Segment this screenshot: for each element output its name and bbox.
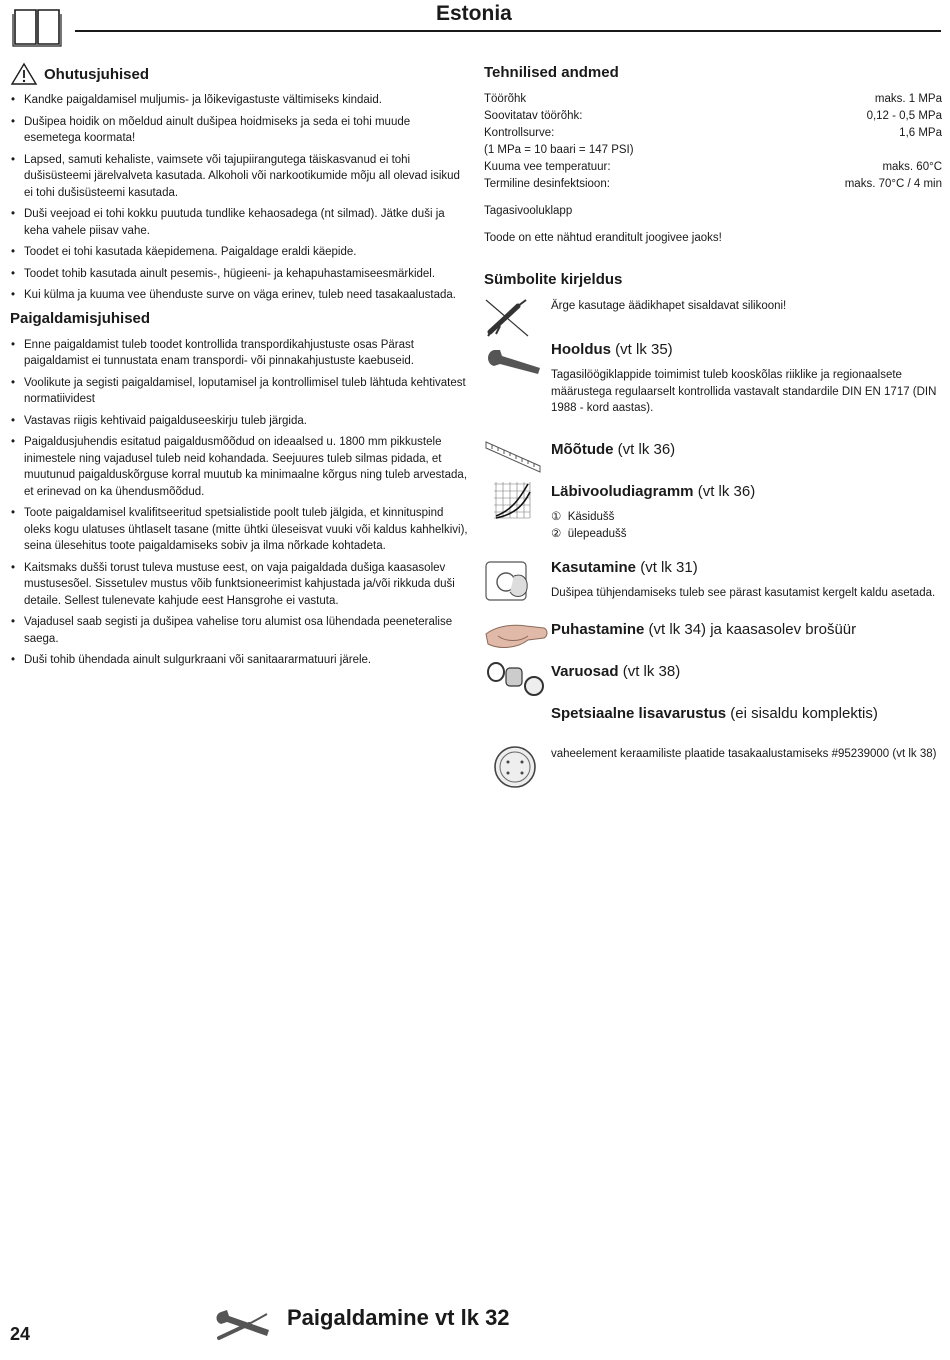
special-header xyxy=(551,704,943,723)
list-item: • Duši tohib ühendada ainult sulgurkraani või sanitaararmatuuri järele. xyxy=(10,652,470,669)
tech-value: maks. 1 MPa xyxy=(874,93,942,105)
legend-number: ② xyxy=(551,527,562,540)
table-row xyxy=(484,159,942,176)
list-item: • Kandke paigaldamisel muljumis- ja lõikevigastuste vältimiseks kindaid. xyxy=(10,92,470,109)
spare-parts-icon xyxy=(486,658,544,700)
tech-label: Termiline desinfektsioon: xyxy=(484,178,610,190)
parts-block xyxy=(551,662,943,681)
drinking-water-note: Toode on ette nähtud eranditult joogivee jaoks! xyxy=(484,232,722,244)
flow-block xyxy=(551,482,943,542)
tech-label: Kontrollsurve: xyxy=(484,127,555,139)
tech-value: 0,12 - 0,5 MPa xyxy=(866,110,942,122)
page-number: 24 xyxy=(10,1324,31,1344)
list-item: • Vajadusel saab segisti ja dušipea vahelise toru alumist osa lühendada peeneteralise saega. xyxy=(10,614,470,647)
special-ref: (ei sisaldu komplektis) xyxy=(730,705,878,722)
flow-title: Läbivooludiagramm xyxy=(551,483,694,500)
tools-icon xyxy=(215,1306,275,1342)
care-text: Tagasilöögiklappide toimimist tuleb kooskõlas riiklike ja regionaalsete määrustega regulaarselt kontrollida vastavalt standardile DIN EN 1717 (DIN 1988 - kord aastas). xyxy=(551,369,937,414)
ruler-icon xyxy=(484,440,542,474)
tech-value: 1,6 MPa xyxy=(899,127,942,139)
legend-number: ① xyxy=(551,511,562,523)
right-column xyxy=(484,62,942,802)
table-row xyxy=(484,91,942,108)
clean-ref: (vt lk 34) ja kaasasolev brošüür xyxy=(648,621,857,638)
list-item: • Enne paigaldamist tuleb toodet kontrollida transpordikahjustuste osas Pärast paigaldamist ei tunnustata enam transpordi- või pinnakahjustuste kaebuseid. xyxy=(10,337,470,370)
tech-value: maks. 70°C / 4 min xyxy=(844,178,942,190)
table-row xyxy=(484,142,942,159)
symbols-title: Sümbolite kirjeldus xyxy=(484,271,623,288)
list-item: • Voolikute ja segisti paigaldamisel, loputamisel ja kontrollimisel tuleb lähtuda kehtivatest normatiividest xyxy=(10,375,470,408)
list-item: • Lapsed, samuti kehaliste, vaimsete või tajupiirangutega täiskasvanud ei tohi dušisüsteemi järelvalveta kasutada. Alkoholi või narkootikumide mõju all olevad isikud ei tohi dušisüsteemi kasutada. xyxy=(10,152,470,202)
tech-label: Töörõhk xyxy=(484,93,527,105)
cleaning-hand-icon xyxy=(484,618,550,654)
legend-label: Käsidušš xyxy=(567,511,615,523)
dims-ref: (vt lk 36) xyxy=(617,441,676,458)
table-row xyxy=(484,176,942,193)
list-item: • Kaitsmaks dušši torust tuleva mustuse eest, on vaja paigaldada dušiga kaasasolev mustusesõel. Sissetulev mustus võib funktsioneerimist kahjustada ja/või rikkuda duši detaile. Sellest tulenevate kahjude eest Hansgrohe ei vastuta. xyxy=(10,560,470,610)
tech-value xyxy=(762,142,942,159)
spacer-disc-icon xyxy=(492,744,538,790)
dims-title: Mõõtude xyxy=(551,441,614,458)
safety-list xyxy=(10,92,470,304)
care-ref: (vt lk 35) xyxy=(615,341,673,358)
flow-ref: (vt lk 36) xyxy=(697,483,756,500)
left-column xyxy=(10,62,470,674)
page-title: Estonia xyxy=(436,2,512,25)
manual-book-icon xyxy=(12,7,62,47)
special-text: vaheelement keraamiliste plaatide tasakaalustamiseks #95239000 (vt lk 38) xyxy=(551,748,937,760)
legend-label: ülepeadušš xyxy=(567,527,627,540)
installation-reference: Paigaldamine vt lk 32 xyxy=(287,1305,510,1330)
use-block xyxy=(551,558,943,602)
list-item: • Paigaldusjuhendis esitatud paigaldusmõõdud on ideaalsed u. 1800 mm pikkustele inimestele ning vajadusel tuleb neid kohandada. Seejuures tuleb silmas pidada, et muutunud paigalduskõrguse korral muutub ka minimaalne kõrgus ning tuleb arvestada, et erinevad on ka ühendusmõõdud. xyxy=(10,434,470,500)
list-item: • Toote paigaldamisel kvalifitseeritud spetsialistide poolt tuleb jälgida, et kinnituspind oleks kogu ulatuses ühtlaselt tasane (mitte ühtki üleseisvat vuuki või kaldus kahhelkivi), seina ülesehitus toote paigaldamiseks sobiv ja ilma nõrkade kohtadeta. xyxy=(10,505,470,555)
care-title: Hooldus xyxy=(551,341,611,358)
use-ref: (vt lk 31) xyxy=(640,559,698,576)
parts-title: Varuosad xyxy=(551,663,619,680)
warning-icon xyxy=(10,62,38,86)
table-row xyxy=(484,125,942,142)
wrench-icon xyxy=(484,342,542,376)
parts-ref: (vt lk 38) xyxy=(622,663,681,680)
dims-block xyxy=(551,440,943,459)
use-title: Kasutamine xyxy=(551,559,637,576)
valve-text: Tagasivooluklapp xyxy=(484,205,573,217)
clean-block xyxy=(551,620,943,639)
list-item: • Duši veejoad ei tohi kokku puutuda tundlike kehaosadega (nt silmad). Jätke duši ja keha vahele piisav vahe. xyxy=(10,206,470,239)
list-item: • Dušipea hoidik on mõeldud ainult dušipea hoidmiseks ja seda ei tohi muude esemetega koormata! xyxy=(10,114,470,147)
tech-label: Soovitatav töörõhk: xyxy=(484,110,583,122)
tech-label: Kuuma vee temperatuur: xyxy=(484,161,611,173)
list-item: • Toodet tohib kasutada ainult pesemis-, hügieeni- ja kehapuhastamiseesmärkidel. xyxy=(10,266,470,283)
flow-legend-2 xyxy=(551,526,943,543)
special-title: Spetsiaalne lisavarustus xyxy=(551,705,727,722)
safety-header xyxy=(10,62,470,86)
safety-title: Ohutusjuhised xyxy=(44,65,149,83)
clean-title: Puhastamine xyxy=(551,621,645,638)
silicone-warning: Ärge kasutage äädikhapet sisaldavat silikooni! xyxy=(551,300,787,312)
tech-label: (1 MPa = 10 baari = 147 PSI) xyxy=(484,144,634,156)
list-item: • Toodet ei tohi kasutada käepidemena. Paigaldage eraldi käepide. xyxy=(10,244,470,261)
flow-legend-1 xyxy=(551,509,943,526)
list-item: • Vastavas riigis kehtivaid paigalduseeskirju tuleb järgida. xyxy=(10,413,470,430)
list-item: • Kui külma ja kuuma vee ühenduste surve on väga erinev, tuleb need tasakaalustada. xyxy=(10,287,470,304)
table-row xyxy=(484,108,942,125)
install-list xyxy=(10,337,470,669)
tech-table xyxy=(484,91,942,193)
install-title: Paigaldamisjuhised xyxy=(10,309,151,327)
care-block xyxy=(551,340,943,417)
tech-value: maks. 60°C xyxy=(882,161,942,173)
silicone-gun-icon xyxy=(484,298,530,338)
tech-title: Tehnilised andmed xyxy=(484,64,619,81)
hand-control-icon xyxy=(484,558,534,604)
header-rule xyxy=(75,30,941,32)
use-text: Dušipea tühjendamiseks tuleb see pärast kasutamist kergelt kaldu asetada. xyxy=(551,587,936,599)
flow-diagram-icon xyxy=(492,480,532,520)
